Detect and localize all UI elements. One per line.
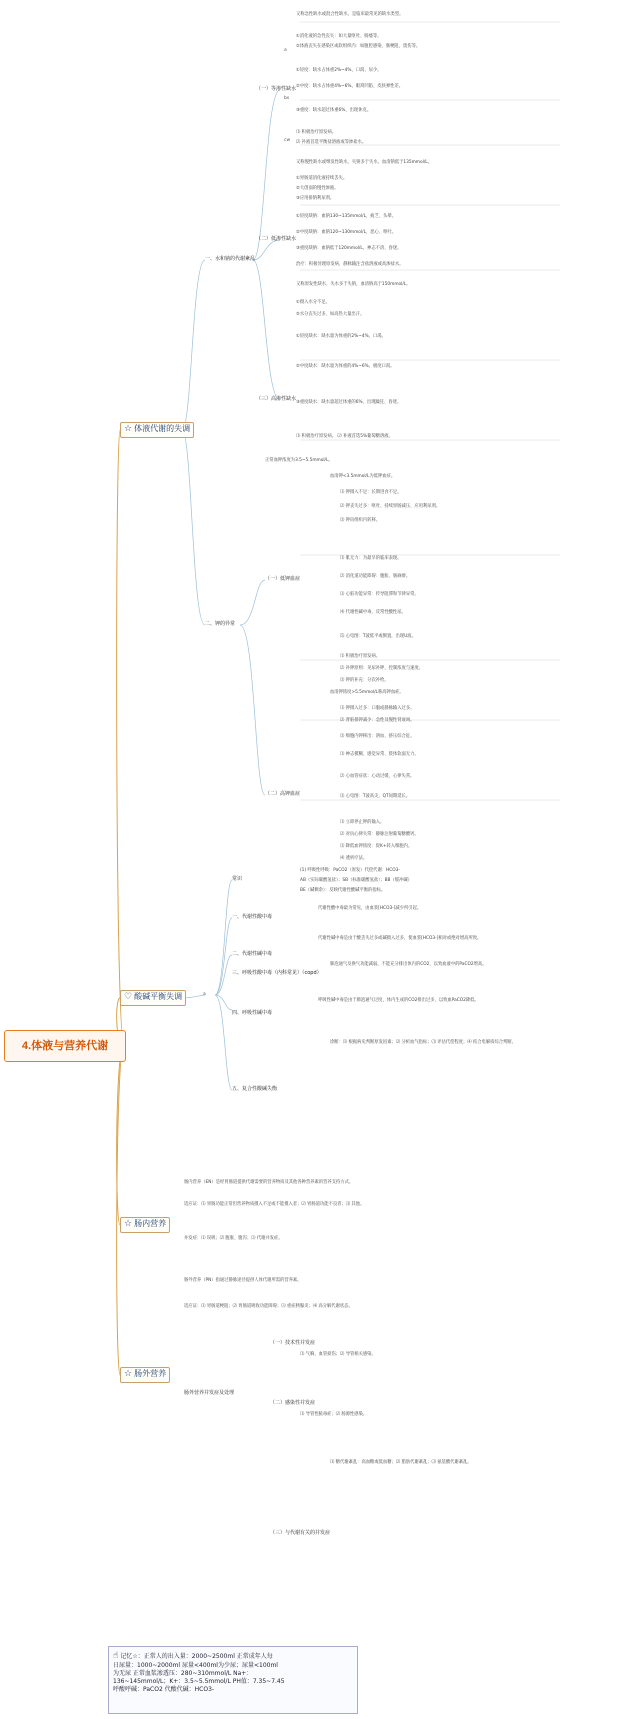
leaf-hyperk-b2: ⑵ 心血管症状：心动过缓、心律失常。 xyxy=(340,774,415,779)
tag-bs: bs xyxy=(284,96,290,101)
leaf-enteral-def: 肠内营养（EN）是经胃肠道提供代谢需要的营养物质及其他各种营养素的营养支持方式。 xyxy=(184,1180,354,1185)
leaf-hypok-b4: ⑷ 代谢性碱中毒，反常性酸性尿。 xyxy=(340,610,406,615)
node-parenteral-complications[interactable]: 肠外营养并发症及处理 xyxy=(184,1390,235,1396)
leaf-hypo-b3: ③重度缺钠：血钠低于120mmol/L，神志不清、昏迷。 xyxy=(296,246,402,251)
leaf-hypok-b2: ⑵ 消化道功能障碍：腹胀、肠麻痹。 xyxy=(340,574,411,579)
branch-acid-base[interactable] xyxy=(120,990,186,1006)
leaf-acid-intro3: BE（碱剩余）：反映代谢性酸碱平衡的指标。 xyxy=(300,888,386,893)
leaf-technical-complications: ⑴ 气胸、血管损伤；⑵ 导管相关感染。 xyxy=(300,1352,376,1357)
node-hypertonic[interactable]: （三）高渗性缺水 xyxy=(256,396,297,402)
memo-line: 为无尿 正常血浆渗透压：280~310mmol/L Na+： xyxy=(113,1670,253,1678)
node-metabolic-acidosis[interactable]: 一、代谢性酸中毒 xyxy=(232,914,273,920)
leaf-hyperk-a1: ⑴ 钾摄入过多：口服或静脉输入过多。 xyxy=(340,706,415,711)
mindmap-root[interactable]: 4.体液与营养代谢 xyxy=(4,1030,126,1062)
node-mixed-disorder[interactable]: 五、复合性酸碱失衡 xyxy=(232,1086,278,1092)
node-potassium[interactable]: 二、钾的异常 xyxy=(205,621,236,627)
branch-label: 肠外营养 xyxy=(134,1369,167,1378)
leaf-hypok-a2: ⑵ 钾丧失过多：呕吐、持续胃肠减压、应用利尿剂。 xyxy=(340,504,441,509)
leaf-iso-b1: ①轻度：缺水占体重2%~4%，口渴、尿少。 xyxy=(296,68,382,73)
leaf-hypok-b1: ⑴ 肌无力：为最早的临床表现。 xyxy=(340,556,402,561)
node-isotonic[interactable]: （一）等渗性缺水 xyxy=(256,86,297,92)
leaf-hypo-a1: ①胃肠道消化液持续丢失。 xyxy=(296,176,348,181)
leaf-hypok-c1: ⑴ 积极治疗原发病。 xyxy=(340,654,381,659)
leaf-enteral-complications: 并发症：⑴ 误吸；⑵ 腹胀、腹泻；⑶ 代谢并发症。 xyxy=(184,1236,283,1241)
leaf-hyperk-def: 血清钾浓度>5.5mmol/L称高钾血症。 xyxy=(330,690,404,695)
leaf-iso-b2: ②中度：缺水占体重4%~6%，眼窝凹陷、皮肤弹性差。 xyxy=(296,84,404,89)
memory-notes xyxy=(108,1646,358,1714)
leaf-hyper-def: 又称原发性缺水，失水多于失钠，血清钠高于150mmol/L。 xyxy=(296,282,411,287)
leaf-hypo-c: 治疗：积极处理原发病，静脉输注含盐溶液或高渗盐水。 xyxy=(296,262,404,267)
node-water-sodium[interactable]: 一、水和钠的代谢紊乱 xyxy=(205,256,256,262)
leaf-parenteral-def: 肠外营养（PN）指通过静脉途径提供人体代谢所需的营养素。 xyxy=(184,1278,302,1283)
node-hypokalemia[interactable]: （一）低钾血症 xyxy=(265,576,301,582)
leaf-hypok-c3: ⑶ 钾的补充：分次补给。 xyxy=(340,678,389,683)
leaf-iso-b3: ③重度：缺水超过体重6%，出现休克。 xyxy=(296,108,372,113)
leaf-hyperk-a3: ⑶ 细胞内钾移出：溶血、挤压综合征。 xyxy=(340,734,415,739)
branch-parenteral-nutrition[interactable] xyxy=(120,1367,170,1383)
branch-label: 体液代谢的失调 xyxy=(134,424,191,433)
leaf-iso-c2: ⑵ 补液首选平衡盐溶液或等渗盐水。 xyxy=(296,140,367,145)
leaf-hyperk-a2: ⑵ 肾脏排钾减少：急性及慢性肾衰竭。 xyxy=(340,718,415,723)
leaf-hypo-def: 又称慢性缺水或继发性缺水，失钠多于失水，血清钠低于135mmol/L。 xyxy=(296,160,432,165)
leaf-iso-a2: ②体液丧失在感染区或软组织内：如腹腔感染、肠梗阻、烧伤等。 xyxy=(296,44,421,49)
leaf-hyper-b1: ①轻度缺水：缺水量为体重的2%~4%，口渴。 xyxy=(296,334,386,339)
node-respiratory-alkalosis[interactable]: 四、呼吸性碱中毒 xyxy=(232,1010,273,1016)
branch-fluid-imbalance[interactable] xyxy=(120,422,194,438)
memo-line: 日尿量：1000~2000ml 尿量<400ml为少尿；尿量<100ml xyxy=(113,1662,278,1670)
leaf-hyperk-c2: ⑵ 对抗心律失常：静脉注射葡萄糖酸钙。 xyxy=(340,832,419,837)
leaf-metabolic-acidosis: 代谢性酸中毒最为常见，由血浆[HCO3-]减少所引起。 xyxy=(318,906,422,911)
leaf-hyper-a1: ①摄入水分不足。 xyxy=(296,300,330,305)
note-icon: ☝ xyxy=(113,1651,119,1661)
leaf-mixed-disorder: 诊断：⑴ 根据病史判断原发因素；⑵ 分析血气指标；⑶ 评估代偿程度；⑷ 结合电解质综合判断。 xyxy=(330,1040,516,1045)
leaf-hypok-c2: ⑵ 补钾原则：见尿补钾，控制浓度与速度。 xyxy=(340,666,424,671)
leaf-acid-intro2: AB（实际碳酸氢盐）；SB（标准碳酸氢盐）；BB（缓冲碱） xyxy=(300,878,412,883)
leaf-infectious-complications: ⑴ 导管性脓毒症；⑵ 肠源性感染。 xyxy=(300,1412,368,1417)
leaf-hypok-a1: ⑴ 钾摄入不足：长期进食不足。 xyxy=(340,490,402,495)
leaf-hypok-b3: ⑶ 心脏功能异常：传导阻滞和节律异常。 xyxy=(340,592,419,597)
tag-a: a xyxy=(203,992,206,997)
leaf-metabolic-alkalosis: 代谢性碱中毒是由于酸丢失过多或碱摄入过多，使血浆[HCO3-]相对或绝对增高所致。 xyxy=(318,936,482,941)
leaf-hyper-b3: ③重度缺水：缺水量超过体重的6%，出现躁狂、昏迷。 xyxy=(296,400,402,405)
leaf-hypok-a3: ⑶ 钾向组织内转移。 xyxy=(340,518,381,523)
star-icon: ☆ xyxy=(124,1369,133,1379)
leaf-hypok-b5: ⑸ 心电图：T波低平或倒置，出现U波。 xyxy=(340,634,416,639)
memo-line: 136~145mmol/L；K+：3.5~5.5mmol/L PH值：7.35~7.45 xyxy=(113,1678,285,1686)
memo-line: 记忆☆：正常人的出入量：2000~2500ml 正常成年人每 xyxy=(120,1653,273,1660)
star-icon: ☆ xyxy=(124,1219,133,1229)
leaf-iso-def: 又称急性缺水或混合性缺水，是临床最常见的缺水类型。 xyxy=(296,12,404,17)
leaf-hyperk-c4: ⑷ 透析疗法。 xyxy=(340,856,368,861)
node-hyperkalemia[interactable]: （二）高钾血症 xyxy=(265,791,301,797)
leaf-hypok-def: 血清钾<3.5mmol/L为低钾血症。 xyxy=(330,474,396,479)
leaf-hyperk-b3: ⑶ 心电图：T波高尖，QT间期延长。 xyxy=(340,794,411,799)
leaf-hyper-b2: ②中度缺水：缺水量为体重的4%~6%，极度口渴。 xyxy=(296,364,395,369)
leaf-hypo-b2: ②中度缺钠：血钠120~130mmol/L，恶心、呕吐。 xyxy=(296,230,397,235)
leaf-metabolic-complications: ⑴ 糖代谢紊乱：高血糖或低血糖；⑵ 脂肪代谢紊乱；⑶ 氨基酸代谢紊乱。 xyxy=(330,1460,472,1465)
node-infectious-complications[interactable]: （二）感染性并发症 xyxy=(270,1400,316,1406)
tag-cw: cw xyxy=(284,138,291,143)
leaf-hypo-b1: ①轻度缺钠：血钠130~135mmol/L，疲乏、头晕。 xyxy=(296,214,397,219)
leaf-iso-c1: ⑴ 积极治疗原发病。 xyxy=(296,130,337,135)
leaf-respiratory-acidosis: 肺泡通气及换气功能减弱，不能充分排出体内的CO2，以致血液中的PaCO2增高。 xyxy=(330,962,487,967)
leaf-k-def: 正常血钾浓度为3.5~5.5mmol/L。 xyxy=(265,458,333,463)
leaf-respiratory-alkalosis: 呼吸性碱中毒是由于肺泡通气过度，体内生成的CO2排出过多，以致血PaCO2降低。 xyxy=(318,998,479,1003)
node-hypotonic[interactable]: （二）低渗性缺水 xyxy=(256,236,297,242)
leaf-hyperk-b1: ⑴ 神志模糊、感觉异常、肢体软弱无力。 xyxy=(340,752,419,757)
node-metabolic-complications[interactable]: （三）与代谢有关的并发症 xyxy=(270,1530,331,1536)
node-technical-complications[interactable]: （一）技术性并发症 xyxy=(270,1340,316,1346)
leaf-hyper-c: ⑴ 积极治疗原发病。 ⑵ 补液首选5%葡萄糖溶液。 xyxy=(296,434,393,439)
leaf-hyper-a2: ②水分丧失过多，如高热大量出汗。 xyxy=(296,312,365,317)
leaf-parenteral-indications: 适应证：⑴ 胃肠道梗阻；⑵ 胃肠道吸收功能障碍；⑶ 重症胰腺炎；⑷ 高分解代谢状态。 xyxy=(184,1304,353,1309)
branch-label: 酸碱平衡失调 xyxy=(134,992,183,1001)
leaf-hyperk-c3: ⑶ 降低血钾浓度：促K+转入细胞内。 xyxy=(340,844,413,849)
node-metabolic-alkalosis[interactable]: 二、代谢性碱中毒 xyxy=(232,951,273,957)
heart-icon: ♡ xyxy=(124,992,133,1002)
leaf-hyperk-c1: ⑴ 立即停止钾的输入。 xyxy=(340,820,385,825)
leaf-hypo-a3: ③应用排钠利尿剂。 xyxy=(296,196,335,201)
leaf-acid-intro1: (1) 呼吸性呼吸：PaCO2（原发）代偿代谢：HCO3- xyxy=(300,868,400,873)
memo-line: 呼酸呼碱：PaCO2 代酸代碱：HCO3- xyxy=(113,1686,215,1694)
branch-label: 肠内营养 xyxy=(134,1219,167,1228)
leaf-enteral-indications: 适应证：⑴ 胃肠功能正常但营养物质摄入不足或不能摄入者；⑵ 胃肠道功能不良者；⑶ 其他。 xyxy=(184,1202,365,1207)
branch-enteral-nutrition[interactable] xyxy=(120,1217,170,1233)
leaf-iso-a1: ①消化液的急性丧失：如大量呕吐、肠瘘等。 xyxy=(296,34,382,39)
leaf-hypo-a2: ②大创面的慢性渗液。 xyxy=(296,186,339,191)
star-icon: ☆ xyxy=(124,424,133,434)
tag-a: a xyxy=(284,48,287,53)
node-acid-intro[interactable]: 常识 xyxy=(232,876,243,882)
node-respiratory-acidosis[interactable]: 三、呼吸性酸中毒（内科常见）（copd） xyxy=(232,970,322,976)
